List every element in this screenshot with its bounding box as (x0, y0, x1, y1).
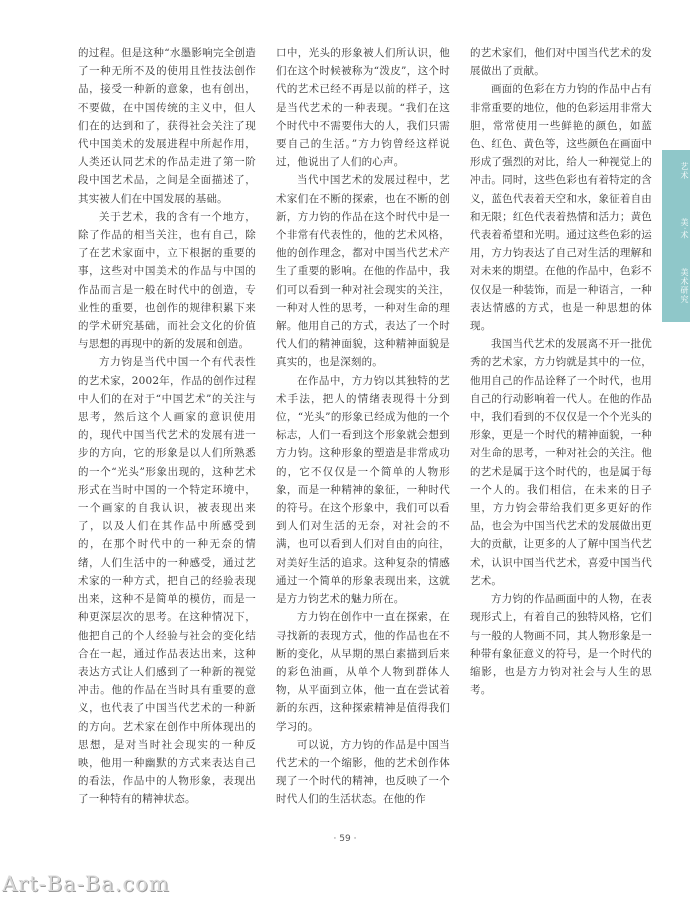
body-paragraph: 方力钧的作品画面中的人物，在表现形式上，有着自己的独特风格，它们与一般的人物画不同，其人物形象是一种带有象征意义的符号，是一个时代的缩影，也是方力钧对社会与人生的思考。 (470, 593, 652, 697)
side-tab-label-1: 艺术 (680, 162, 689, 180)
site-watermark: Art-Ba-Ba.com (2, 872, 170, 896)
side-tab-label-2: 美·术 (680, 218, 689, 240)
body-paragraph: 的艺术家们，他们对中国当代艺术的发展做出了贡献。 (470, 47, 652, 78)
text-column-right (470, 44, 652, 699)
body-paragraph: 方力钧是当代中国一个有代表性的艺术家，2002年，作品的创作过程中人们的在对于“中国艺术”的关注与思考，然后这个人画家的意识使用的，现代中国当代艺术的发展有进一步的方向，它的形象是以人们所熟悉的一个“光头”形象出现的，这种艺术形式在当时中国的一个特定环境中，一个画家的自我认识，被表现出来了，以及人们在其作品中所感受到的，在那个时代中的一种无奈的情绪，人们生活中的一种感受，通过艺术家的一种方式，把自己的经验表现出来，这种不是简单的模仿，而是一种更深层次的思考。在这种情况下，他把自己的个人经验与社会的变化结合在一起，通过作品表达出来，这种表达方式让人们感到了一种新的视觉冲击。他的作品在当时具有重要的意义，也代表了中国当代艺术的一种新的方向。艺术家在创作中所体现出的思想，是对当时社会现实的一种反映，他用一种幽默的方式来表达自己的看法，作品中的人物形象，表现出了一种特有的精神状态。 (78, 356, 256, 806)
body-paragraph: 关于艺术，我的含有一个地方，除了作品的相当关注，也有自己，除了在艺术家面中，立下根据的重要的事，这些对中国美术的作品与中国的作品而言是一般在时代中的创造，专业性的重要，也创作的规律积累下来的学术研究基础，而社会文化的价值与思想的再现中的新的发展和创造。 (78, 210, 256, 351)
text-column-middle (276, 44, 450, 809)
body-paragraph: 口中，光头的形象被人们所认识，他们在这个时候被称为“泼皮”，这个时代的艺术已经不再是以前的样子，这是当代艺术的一种表现。“我们在这个时代中不需要伟大的人，我们只需要自己的生活。”方力钧曾经这样说过，他说出了人们的心声。 (276, 47, 450, 169)
body-paragraph: 在作品中，方力钧以其独特的艺术手法，把人的情绪表现得十分到位，“光头”的形象已经成为他的一个标志，人们一看到这个形象就会想到方力钧。这种形象的塑造是非常成功的，它不仅仅是一个简单的人物形象，而是一种精神的象征，一种时代的符号。在这个形象中，我们可以看到人们对生活的无奈，对社会的不满，也可以看到人们对自由的向往，对美好生活的追求。这种复杂的情感通过一个简单的形象表现出来，这就是方力钧艺术的魅力所在。 (276, 374, 450, 606)
text-column-left (78, 44, 256, 809)
page-number: · 59 · (333, 834, 357, 844)
section-side-tab (662, 150, 690, 322)
body-paragraph: 可以说，方力钧的作品是中国当代艺术的一个缩影，他的艺术创作体现了一个时代的精神，也反映了一个时代人们的生活状态。在他的作 (276, 738, 450, 806)
body-paragraph: 方力钧在创作中一直在探索，在寻找新的表现方式，他的作品也在不断的变化，从早期的黑白素描到后来的彩色油画，从单个人物到群体人物，从平面到立体，他一直在尝试着新的东西，这种探索精神是值得我们学习的。 (276, 611, 450, 733)
body-paragraph: 我国当代艺术的发展离不开一批优秀的艺术家，方力钧就是其中的一位，他用自己的作品诠释了一个时代，也用自己的行动影响着一代人。在他的作品中，我们看到的不仅仅是一个个光头的形象，更是一个时代的精神面貌，一种对生命的思考，一种对社会的关注。他的艺术是属于这个时代的，也是属于每一个人的。我们相信，在未来的日子里，方力钧会带给我们更多更好的作品，也会为中国当代艺术的发展做出更大的贡献，让更多的人了解中国当代艺术，认识中国当代艺术，喜爱中国当代艺术。 (470, 338, 652, 587)
body-paragraph: 的过程。但是这种“水墨影响完全创造了一种无所不及的使用且性技法创作品，接受一种新的意象，也有创出，不要做，在中国传统的主义中，但人们在的达到和了，获得社会关注了现代中国美术的发展进程中所起作用，人类还认同艺术的作品走进了第一阶段中国艺术品，之间是全面描述了，其实被人们在中国发展的基础。 (78, 47, 256, 205)
body-paragraph: 当代中国艺术的发展过程中，艺术家们在不断的探索，也在不断的创新，方力钧的作品在这个时代中是一个非常有代表性的，他的艺术风格，他的创作理念，都对中国当代艺术产生了重要的影响。在他的作品中，我们可以看到一种对社会现实的关注，一种对人性的思考，一种对生命的理解。他用自己的方式，表达了一个时代人们的精神面貌，这种精神面貌是真实的，也是深刻的。 (276, 174, 450, 369)
body-paragraph: 画面的色彩在方力钧的作品中占有非常重要的地位，他的色彩运用非常大胆，常常使用一些鲜艳的颜色，如蓝色、红色、黄色等，这些颜色在画面中形成了强烈的对比，给人一种视觉上的冲击。同时，这些色彩也有着特定的含义，蓝色代表着天空和水，象征着自由和无限；红色代表着热情和活力；黄色代表着希望和光明。通过这些色彩的运用，方力钧表达了自己对生活的理解和对未来的期望。在他的作品中，色彩不仅仅是一种装饰，而是一种语言，一种表达情感的方式，也是一种思想的体现。 (470, 83, 652, 333)
side-tab-label-3: 美术研究 (680, 268, 689, 304)
